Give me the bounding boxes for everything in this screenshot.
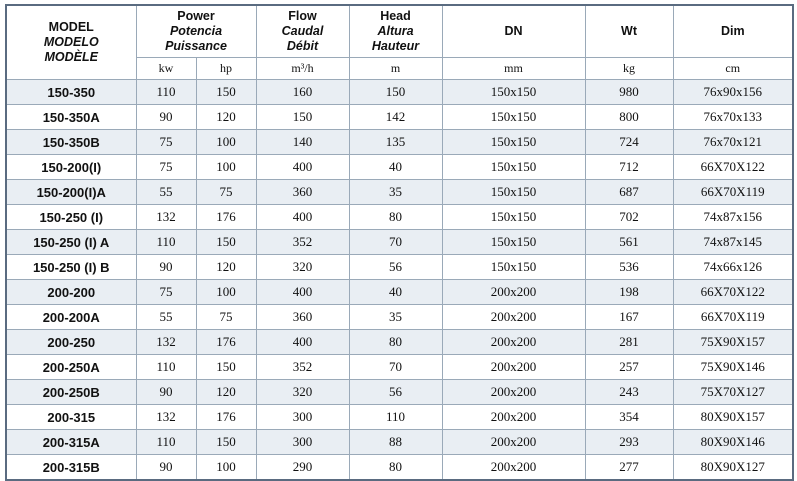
header-dn: DN: [442, 5, 585, 58]
cell-wt: 293: [585, 430, 673, 455]
cell-head: 40: [349, 155, 442, 180]
cell-kw: 75: [136, 280, 196, 305]
cell-wt: 243: [585, 380, 673, 405]
cell-head: 56: [349, 380, 442, 405]
cell-model: 200-250A: [6, 355, 136, 380]
header-power-line2: Potencia: [169, 24, 223, 38]
cell-head: 135: [349, 130, 442, 155]
table-body: [6, 80, 793, 481]
cell-dim: 80X90X127: [673, 455, 793, 481]
header-head-line2: Altura: [377, 24, 414, 38]
cell-hp: 150: [196, 430, 256, 455]
cell-hp: 120: [196, 255, 256, 280]
cell-flow: 320: [256, 255, 349, 280]
cell-wt: 277: [585, 455, 673, 481]
cell-flow: 400: [256, 330, 349, 355]
cell-dn: 200x200: [442, 380, 585, 405]
cell-head: 142: [349, 105, 442, 130]
cell-flow: 400: [256, 280, 349, 305]
cell-hp: 100: [196, 280, 256, 305]
cell-wt: 561: [585, 230, 673, 255]
cell-head: 70: [349, 355, 442, 380]
cell-dim: 74x87x145: [673, 230, 793, 255]
cell-model: 200-250B: [6, 380, 136, 405]
cell-model: 200-315: [6, 405, 136, 430]
cell-flow: 160: [256, 80, 349, 105]
table-row: [6, 155, 793, 180]
cell-dim: 75X90X146: [673, 355, 793, 380]
unit-hp: hp: [196, 58, 256, 80]
cell-dn: 150x150: [442, 255, 585, 280]
cell-flow: 400: [256, 205, 349, 230]
cell-dim: 76x70x121: [673, 130, 793, 155]
cell-hp: 75: [196, 305, 256, 330]
cell-model: 150-350: [6, 80, 136, 105]
cell-flow: 140: [256, 130, 349, 155]
table-row: [6, 405, 793, 430]
cell-head: 35: [349, 305, 442, 330]
cell-model: 200-315A: [6, 430, 136, 455]
cell-dn: 150x150: [442, 155, 585, 180]
cell-dim: 76x90x156: [673, 80, 793, 105]
cell-hp: 176: [196, 205, 256, 230]
cell-hp: 100: [196, 455, 256, 481]
cell-wt: 712: [585, 155, 673, 180]
cell-head: 80: [349, 205, 442, 230]
cell-flow: 320: [256, 380, 349, 405]
unit-dn: mm: [442, 58, 585, 80]
cell-kw: 75: [136, 155, 196, 180]
header-head-line3: Hauteur: [371, 39, 420, 53]
header-power: [136, 5, 256, 58]
cell-dn: 150x150: [442, 130, 585, 155]
cell-dn: 150x150: [442, 80, 585, 105]
cell-dn: 200x200: [442, 330, 585, 355]
cell-head: 80: [349, 455, 442, 481]
cell-wt: 536: [585, 255, 673, 280]
cell-wt: 687: [585, 180, 673, 205]
cell-flow: 352: [256, 230, 349, 255]
cell-model: 200-200: [6, 280, 136, 305]
cell-kw: 110: [136, 80, 196, 105]
cell-dim: 66X70X119: [673, 180, 793, 205]
cell-flow: 300: [256, 405, 349, 430]
table-row: [6, 280, 793, 305]
cell-dn: 200x200: [442, 430, 585, 455]
header-flow-line1: Flow: [288, 9, 317, 23]
cell-model: 200-315B: [6, 455, 136, 481]
table-row: [6, 455, 793, 481]
cell-kw: 75: [136, 130, 196, 155]
cell-dim: 74x87x156: [673, 205, 793, 230]
cell-wt: 167: [585, 305, 673, 330]
cell-hp: 120: [196, 380, 256, 405]
unit-wt: kg: [585, 58, 673, 80]
header-power-line3: Puissance: [165, 39, 227, 53]
table-row: [6, 230, 793, 255]
cell-head: 40: [349, 280, 442, 305]
cell-hp: 150: [196, 80, 256, 105]
table-row: [6, 80, 793, 105]
cell-kw: 90: [136, 105, 196, 130]
cell-wt: 281: [585, 330, 673, 355]
header-flow-line2: Caudal: [281, 24, 324, 38]
header-power-line1: Power: [177, 9, 215, 23]
cell-kw: 90: [136, 455, 196, 481]
cell-kw: 55: [136, 180, 196, 205]
header-dim: Dim: [673, 5, 793, 58]
cell-head: 80: [349, 330, 442, 355]
table-row: [6, 130, 793, 155]
table-row: [6, 305, 793, 330]
cell-dim: 80X90X146: [673, 430, 793, 455]
header-flow: [256, 5, 349, 58]
cell-kw: 55: [136, 305, 196, 330]
cell-wt: 257: [585, 355, 673, 380]
cell-dn: 150x150: [442, 230, 585, 255]
cell-dn: 200x200: [442, 355, 585, 380]
cell-head: 56: [349, 255, 442, 280]
cell-flow: 290: [256, 455, 349, 481]
cell-kw: 110: [136, 230, 196, 255]
table-row: [6, 380, 793, 405]
cell-flow: 400: [256, 155, 349, 180]
cell-dn: 200x200: [442, 305, 585, 330]
cell-dim: 66X70X122: [673, 155, 793, 180]
table-row: [6, 430, 793, 455]
cell-kw: 132: [136, 330, 196, 355]
header-flow-line3: Débit: [286, 39, 319, 53]
cell-wt: 702: [585, 205, 673, 230]
cell-head: 70: [349, 230, 442, 255]
cell-hp: 176: [196, 330, 256, 355]
cell-model: 200-250: [6, 330, 136, 355]
cell-dim: 66X70X122: [673, 280, 793, 305]
cell-dn: 150x150: [442, 205, 585, 230]
cell-hp: 100: [196, 155, 256, 180]
cell-model: 150-250 (I): [6, 205, 136, 230]
cell-model: 150-350A: [6, 105, 136, 130]
table-row: [6, 105, 793, 130]
cell-head: 150: [349, 80, 442, 105]
cell-kw: 110: [136, 430, 196, 455]
header-model: [6, 5, 136, 80]
cell-model: 150-200(I): [6, 155, 136, 180]
header-model-line3: MODÈLE: [44, 50, 98, 64]
cell-hp: 120: [196, 105, 256, 130]
unit-head: m: [349, 58, 442, 80]
cell-wt: 800: [585, 105, 673, 130]
cell-dn: 150x150: [442, 105, 585, 130]
cell-flow: 300: [256, 430, 349, 455]
cell-hp: 100: [196, 130, 256, 155]
cell-flow: 150: [256, 105, 349, 130]
cell-head: 35: [349, 180, 442, 205]
cell-flow: 360: [256, 305, 349, 330]
header-head-line1: Head: [380, 9, 411, 23]
cell-kw: 110: [136, 355, 196, 380]
cell-kw: 90: [136, 380, 196, 405]
cell-dim: 75X90X157: [673, 330, 793, 355]
cell-flow: 352: [256, 355, 349, 380]
cell-model: 150-250 (I) A: [6, 230, 136, 255]
table-row: [6, 355, 793, 380]
cell-dim: 76x70x133: [673, 105, 793, 130]
cell-model: 200-200A: [6, 305, 136, 330]
header-model-line1: MODEL: [48, 20, 94, 34]
header-head: [349, 5, 442, 58]
cell-wt: 198: [585, 280, 673, 305]
header-model-line2: MODELO: [43, 35, 99, 49]
cell-wt: 354: [585, 405, 673, 430]
cell-dim: 80X90X157: [673, 405, 793, 430]
cell-wt: 980: [585, 80, 673, 105]
cell-dn: 150x150: [442, 180, 585, 205]
cell-hp: 150: [196, 355, 256, 380]
cell-hp: 150: [196, 230, 256, 255]
cell-kw: 132: [136, 405, 196, 430]
cell-hp: 176: [196, 405, 256, 430]
cell-dn: 200x200: [442, 455, 585, 481]
cell-dn: 200x200: [442, 280, 585, 305]
cell-kw: 132: [136, 205, 196, 230]
cell-model: 150-350B: [6, 130, 136, 155]
cell-dn: 200x200: [442, 405, 585, 430]
cell-flow: 360: [256, 180, 349, 205]
table-row: [6, 205, 793, 230]
table-row: [6, 180, 793, 205]
cell-wt: 724: [585, 130, 673, 155]
table-row: [6, 255, 793, 280]
cell-hp: 75: [196, 180, 256, 205]
cell-dim: 74x66x126: [673, 255, 793, 280]
cell-model: 150-250 (I) B: [6, 255, 136, 280]
cell-kw: 90: [136, 255, 196, 280]
cell-dim: 75X70X127: [673, 380, 793, 405]
table-row: [6, 330, 793, 355]
header-wt: Wt: [585, 5, 673, 58]
cell-dim: 66X70X119: [673, 305, 793, 330]
cell-head: 110: [349, 405, 442, 430]
pump-specification-table: [5, 4, 794, 481]
cell-model: 150-200(I)A: [6, 180, 136, 205]
unit-flow: m³/h: [256, 58, 349, 80]
table-header: [6, 5, 793, 80]
unit-dim: cm: [673, 58, 793, 80]
unit-kw: kw: [136, 58, 196, 80]
cell-head: 88: [349, 430, 442, 455]
